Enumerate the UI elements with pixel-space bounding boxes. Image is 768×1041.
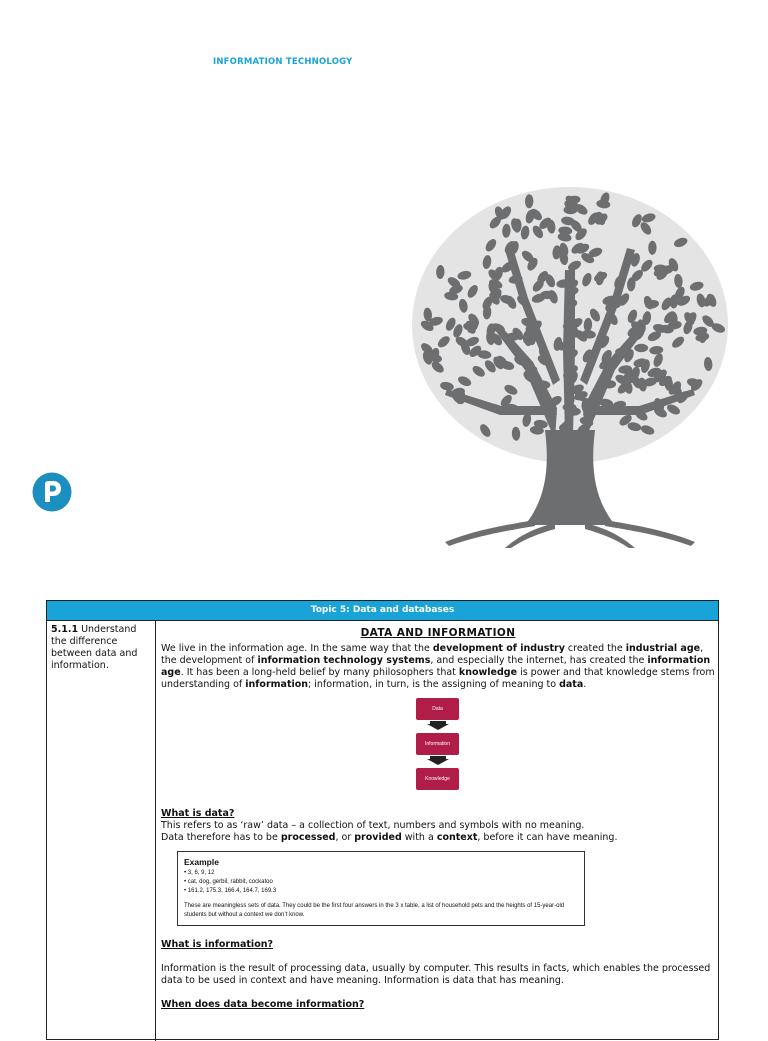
text-run: Data therefore has to be (161, 832, 281, 843)
intro-paragraph (161, 643, 715, 691)
down-arrow-icon (427, 756, 449, 765)
text-run: We live in the information age. In the same way that the (161, 643, 433, 654)
text-run: created the (564, 643, 626, 654)
text-run: with a (401, 832, 437, 843)
objective-cell (47, 621, 156, 1041)
what-is-information-heading: What is information? (161, 939, 273, 950)
text-run: . (583, 679, 587, 690)
example-item: • 161.2, 175.3, 166.4, 164.7, 169.3 (184, 888, 277, 894)
objective-code: 5.1.1 (51, 624, 79, 635)
when-data-becomes-information-heading: When does data become information? (161, 999, 365, 1010)
example-box (177, 851, 585, 926)
bold-term: information age (161, 655, 711, 678)
text-run: ; information, in turn, is the assigning of meaning to (308, 679, 560, 690)
bold-term: provided (354, 832, 402, 843)
bold-term: knowledge (458, 667, 518, 678)
content-cell (156, 621, 718, 1041)
bold-term: information technology systems (257, 655, 431, 666)
text-run: is power and that knowledge stems from understanding of (161, 667, 715, 690)
example-item: • cat, dog, gerbil, rabbit, cockatoo (184, 879, 273, 885)
data-information-knowledge-diagram (411, 698, 471, 798)
what-is-data-line1: This refers to as ‘raw’ data – a collection of text, numbers and symbols with no meaning. (161, 820, 585, 831)
bold-term: processed (280, 832, 336, 843)
tree-illustration (405, 180, 735, 548)
bold-term: data (559, 679, 584, 690)
flow-box-knowledge: Knowledge (416, 768, 459, 790)
down-arrow-icon (427, 721, 449, 730)
bold-term: context (436, 832, 478, 843)
what-is-information-text: Information is the result of processing data, usually by computer. This results in facts, which enables the processed data to be used in context and have meaning. Information is data that has meaning. (161, 963, 711, 986)
objective-text: Understand the difference between data and information. (51, 624, 138, 671)
text-run: . It has been a long-held belief by many philosophers that (180, 667, 459, 678)
what-is-data-heading: What is data? (161, 808, 235, 819)
bold-term: development of industry (432, 643, 565, 654)
pearson-logo-icon (32, 472, 72, 512)
flow-box-information: Information (416, 733, 459, 755)
topic-heading: Topic 5: Data and databases (47, 601, 718, 621)
text-run: , and especially the internet, has created the (430, 655, 648, 666)
bold-term: industrial age (625, 643, 701, 654)
section-title: DATA AND INFORMATION (360, 627, 516, 639)
example-note: These are meaningless sets of data. They could be the first four answers in the 3 x table, a list of household pets and the heights of 15-year-old students but without a context we don’t know. (184, 903, 565, 918)
example-title: Example (184, 857, 219, 867)
text-run: , before it can have meaning. (477, 832, 618, 843)
what-is-data-line2 (161, 832, 715, 844)
flow-box-data: Data (416, 698, 459, 720)
header-title: INFORMATION TECHNOLOGY (213, 57, 353, 67)
text-run: , the development of (161, 643, 704, 666)
bold-term: information (245, 679, 309, 690)
example-item: • 3, 6, 9, 12 (184, 870, 215, 876)
topic-table (46, 600, 719, 1040)
text-run: , or (335, 832, 355, 843)
